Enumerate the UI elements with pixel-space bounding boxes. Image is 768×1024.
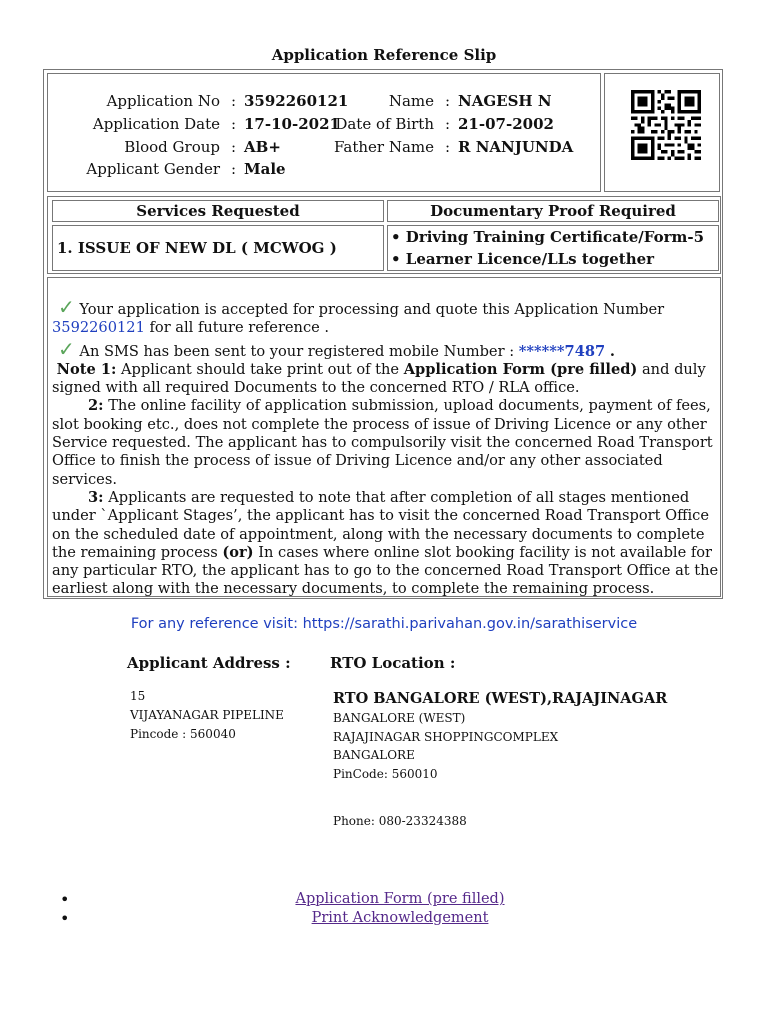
rto-name: RTO BANGALORE (WEST),RAJAJINAGAR: [333, 690, 668, 707]
rto-location-heading: RTO Location :: [330, 654, 456, 672]
colon: :: [445, 92, 451, 110]
slip-frame: [43, 69, 723, 599]
sms-message: [52, 336, 720, 361]
colon: :: [231, 160, 237, 178]
note-2: [52, 397, 720, 488]
name-label: Name: [388, 92, 434, 110]
page-title: Application Reference Slip: [271, 46, 497, 64]
colon: :: [445, 138, 451, 156]
service-item: 1. ISSUE OF NEW DL ( MCWOG ): [52, 225, 384, 271]
proof-item: • Driving Training Certificate/Form-5: [391, 228, 705, 246]
bullet: •: [60, 909, 70, 928]
application-no-label: Application No: [106, 92, 220, 110]
application-no-value: 3592260121: [244, 92, 349, 110]
sms-tail: .: [609, 342, 615, 360]
accepted-tail: for all future reference .: [149, 319, 330, 337]
note-1-text-b: and duly signed with all required Documents to the concerned RTO / RLA office.: [52, 360, 706, 397]
application-date-row: [48, 113, 598, 135]
bullet: •: [60, 890, 70, 909]
rto-address-line: BANGALORE (WEST): [333, 711, 466, 725]
accepted-text: Your application is accepted for processing and quote this Application Number: [79, 301, 665, 318]
address-line: VIJAYANAGAR PIPELINE: [130, 708, 284, 722]
reference-visit-text: For any reference visit: https://sarathi.parivahan.gov.in/sarathiservice: [130, 616, 638, 632]
sms-text: An SMS has been sent to your registered mobile Number :: [79, 342, 515, 360]
note-1-bold: Application Form (pre filled): [403, 360, 638, 378]
dob-value: 21-07-2002: [458, 115, 554, 133]
note-2-label: 2:: [88, 397, 104, 415]
dob-label: Date of Birth: [335, 115, 434, 133]
rto-phone: Phone: 080-23324388: [333, 814, 467, 828]
applicant-info-box: [47, 73, 601, 192]
services-requested-header: Services Requested: [52, 200, 384, 222]
documentary-proof-header: Documentary Proof Required: [387, 200, 719, 222]
colon: :: [231, 92, 237, 110]
gender-row: [48, 158, 598, 180]
application-date-label: Application Date: [92, 115, 220, 133]
gender-value: Male: [244, 160, 286, 178]
notes-box: [47, 277, 721, 597]
check-icon: ✓: [58, 295, 75, 319]
qr-code-icon: [631, 90, 701, 160]
proof-cell: [387, 225, 719, 271]
blood-group-value: AB+: [244, 138, 281, 156]
sms-number: ******7487: [518, 342, 606, 360]
link-list: [60, 890, 760, 928]
gender-label: Applicant Gender: [86, 160, 220, 178]
rto-pincode: PinCode: 560010: [333, 767, 438, 781]
note-3: [52, 489, 720, 599]
list-item: [60, 909, 760, 928]
application-date-value: 17-10-2021: [244, 115, 340, 133]
rto-address-line: RAJAJINAGAR SHOPPINGCOMPLEX: [333, 730, 559, 744]
father-name-label: Father Name: [333, 138, 434, 156]
colon: :: [231, 115, 237, 133]
qr-code-box: [604, 73, 720, 192]
notes-text: [52, 295, 720, 599]
note-1-text-a: Applicant should take print out of the: [121, 360, 400, 378]
proof-item: • Learner Licence/LLs together: [391, 250, 655, 268]
rto-address-line: BANGALORE: [333, 748, 415, 762]
colon: :: [231, 138, 237, 156]
note-1-label: Note 1:: [56, 360, 117, 378]
note-3-text-a: Applicants are requested to note that after completion of all stages mentioned under `Applicant Stages’, the applicant has to visit the concerned Road Transport Office on the scheduled date of appointment, along with the necessary documents to complete the remaining process: [52, 488, 709, 561]
applicant-address-heading: Applicant Address :: [127, 654, 291, 672]
blood-group-label: Blood Group: [124, 138, 220, 156]
colon: :: [445, 115, 451, 133]
application-form-link[interactable]: Application Form (pre filled): [295, 891, 505, 907]
accepted-number: 3592260121: [52, 319, 145, 337]
list-item: [60, 890, 760, 909]
note-3-text-b: In cases where online slot booking facility is not available for any particular RTO, the applicant has to go to the concerned Road Transport Office at the earliest along with the necessary documents, to complete the remaining process.: [52, 543, 719, 598]
father-name-value: R NANJUNDA: [458, 138, 574, 156]
note-3-or: (or): [222, 543, 254, 561]
note-1: [52, 361, 720, 398]
print-acknowledgement-link[interactable]: Print Acknowledgement: [311, 910, 489, 926]
application-no-row: [48, 90, 598, 112]
address-line: 15: [130, 689, 146, 703]
address-pincode: Pincode : 560040: [130, 727, 236, 741]
blood-group-row: [48, 136, 598, 158]
note-3-label: 3:: [88, 488, 104, 506]
name-value: NAGESH N: [458, 92, 552, 110]
check-icon: ✓: [58, 336, 75, 361]
note-2-text: The online facility of application submission, upload documents, payment of fees, slot booking etc., does not complete the process of issue of Driving Licence or any other Service requested. The applicant has to compulsorily visit the concerned Road Transport Office to finish the process of issue of Driving Licence and/or any other associated services.: [52, 397, 713, 488]
accepted-message: [52, 295, 720, 338]
services-table: [47, 196, 721, 274]
